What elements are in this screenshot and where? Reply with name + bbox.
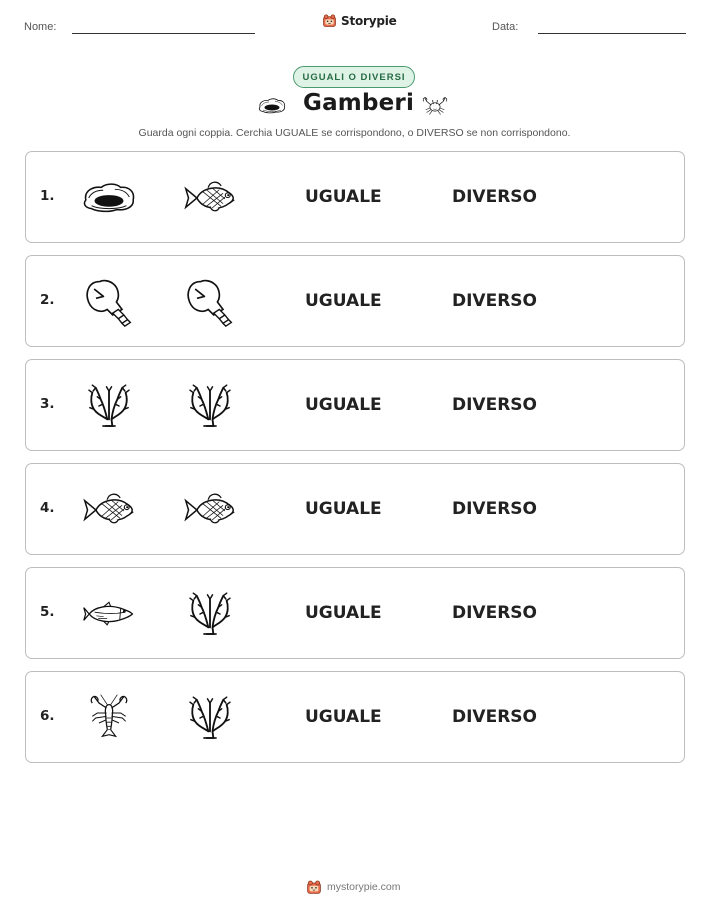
same-option[interactable]: UGUALE xyxy=(305,291,382,311)
question-number: 4. xyxy=(40,500,55,516)
crab-icon xyxy=(421,91,449,121)
pair-left-image xyxy=(79,484,139,536)
lobster-claw-icon xyxy=(182,276,238,328)
question-number: 1. xyxy=(40,188,55,204)
date-field-line[interactable] xyxy=(538,33,686,34)
pair-right-image xyxy=(180,692,240,744)
clam-icon xyxy=(257,96,287,116)
coral-icon xyxy=(185,381,235,431)
question-row-2 xyxy=(25,255,685,347)
different-option[interactable]: DIVERSO xyxy=(452,499,537,519)
instructions: Guarda ogni coppia. Cerchia UGUALE se corrispondono, o DIVERSO se non corrispondono. xyxy=(138,127,571,139)
same-option[interactable]: UGUALE xyxy=(305,187,382,207)
footer-url[interactable]: mystorypie.com xyxy=(327,881,401,893)
storypie-logo-icon xyxy=(306,879,322,895)
lobster-icon xyxy=(84,692,134,744)
pair-left-image xyxy=(79,276,139,328)
fish-icon xyxy=(81,488,137,532)
name-label: Nome: xyxy=(24,21,57,33)
question-number: 2. xyxy=(40,292,55,308)
name-field-line[interactable] xyxy=(72,33,255,34)
pair-right-image xyxy=(180,380,240,432)
title-row xyxy=(0,90,709,124)
coral-icon xyxy=(185,589,235,639)
coral-icon xyxy=(84,381,134,431)
question-row-6 xyxy=(25,671,685,763)
pair-left-image xyxy=(79,588,139,640)
fish-icon xyxy=(182,176,238,220)
page-title: Gamberi xyxy=(303,90,415,116)
question-number: 3. xyxy=(40,396,55,412)
brand-logo xyxy=(322,13,397,28)
question-number: 6. xyxy=(40,708,55,724)
question-number: 5. xyxy=(40,604,55,620)
clam-icon xyxy=(80,178,138,218)
coral-icon xyxy=(185,693,235,743)
lobster-claw-icon xyxy=(81,276,137,328)
fish-icon xyxy=(182,488,238,532)
different-option[interactable]: DIVERSO xyxy=(452,187,537,207)
date-label: Data: xyxy=(492,21,519,33)
pair-right-image xyxy=(180,276,240,328)
same-option[interactable]: UGUALE xyxy=(305,395,382,415)
question-row-3 xyxy=(25,359,685,451)
storypie-logo-icon xyxy=(322,13,337,28)
different-option[interactable]: DIVERSO xyxy=(452,291,537,311)
pair-left-image xyxy=(79,692,139,744)
different-option[interactable]: DIVERSO xyxy=(452,707,537,727)
footer xyxy=(306,879,401,895)
pair-left-image xyxy=(79,380,139,432)
different-option[interactable]: DIVERSO xyxy=(452,395,537,415)
question-row-1 xyxy=(25,151,685,243)
pair-right-image xyxy=(180,484,240,536)
pair-right-image xyxy=(180,172,240,224)
same-option[interactable]: UGUALE xyxy=(305,499,382,519)
worksheet-type-badge: UGUALI O DIVERSI xyxy=(293,66,415,88)
tuna-icon xyxy=(81,596,137,632)
different-option[interactable]: DIVERSO xyxy=(452,603,537,623)
brand-name: Storypie xyxy=(341,13,397,28)
question-row-5 xyxy=(25,567,685,659)
same-option[interactable]: UGUALE xyxy=(305,707,382,727)
pair-right-image xyxy=(180,588,240,640)
same-option[interactable]: UGUALE xyxy=(305,603,382,623)
pair-left-image xyxy=(79,172,139,224)
question-row-4 xyxy=(25,463,685,555)
